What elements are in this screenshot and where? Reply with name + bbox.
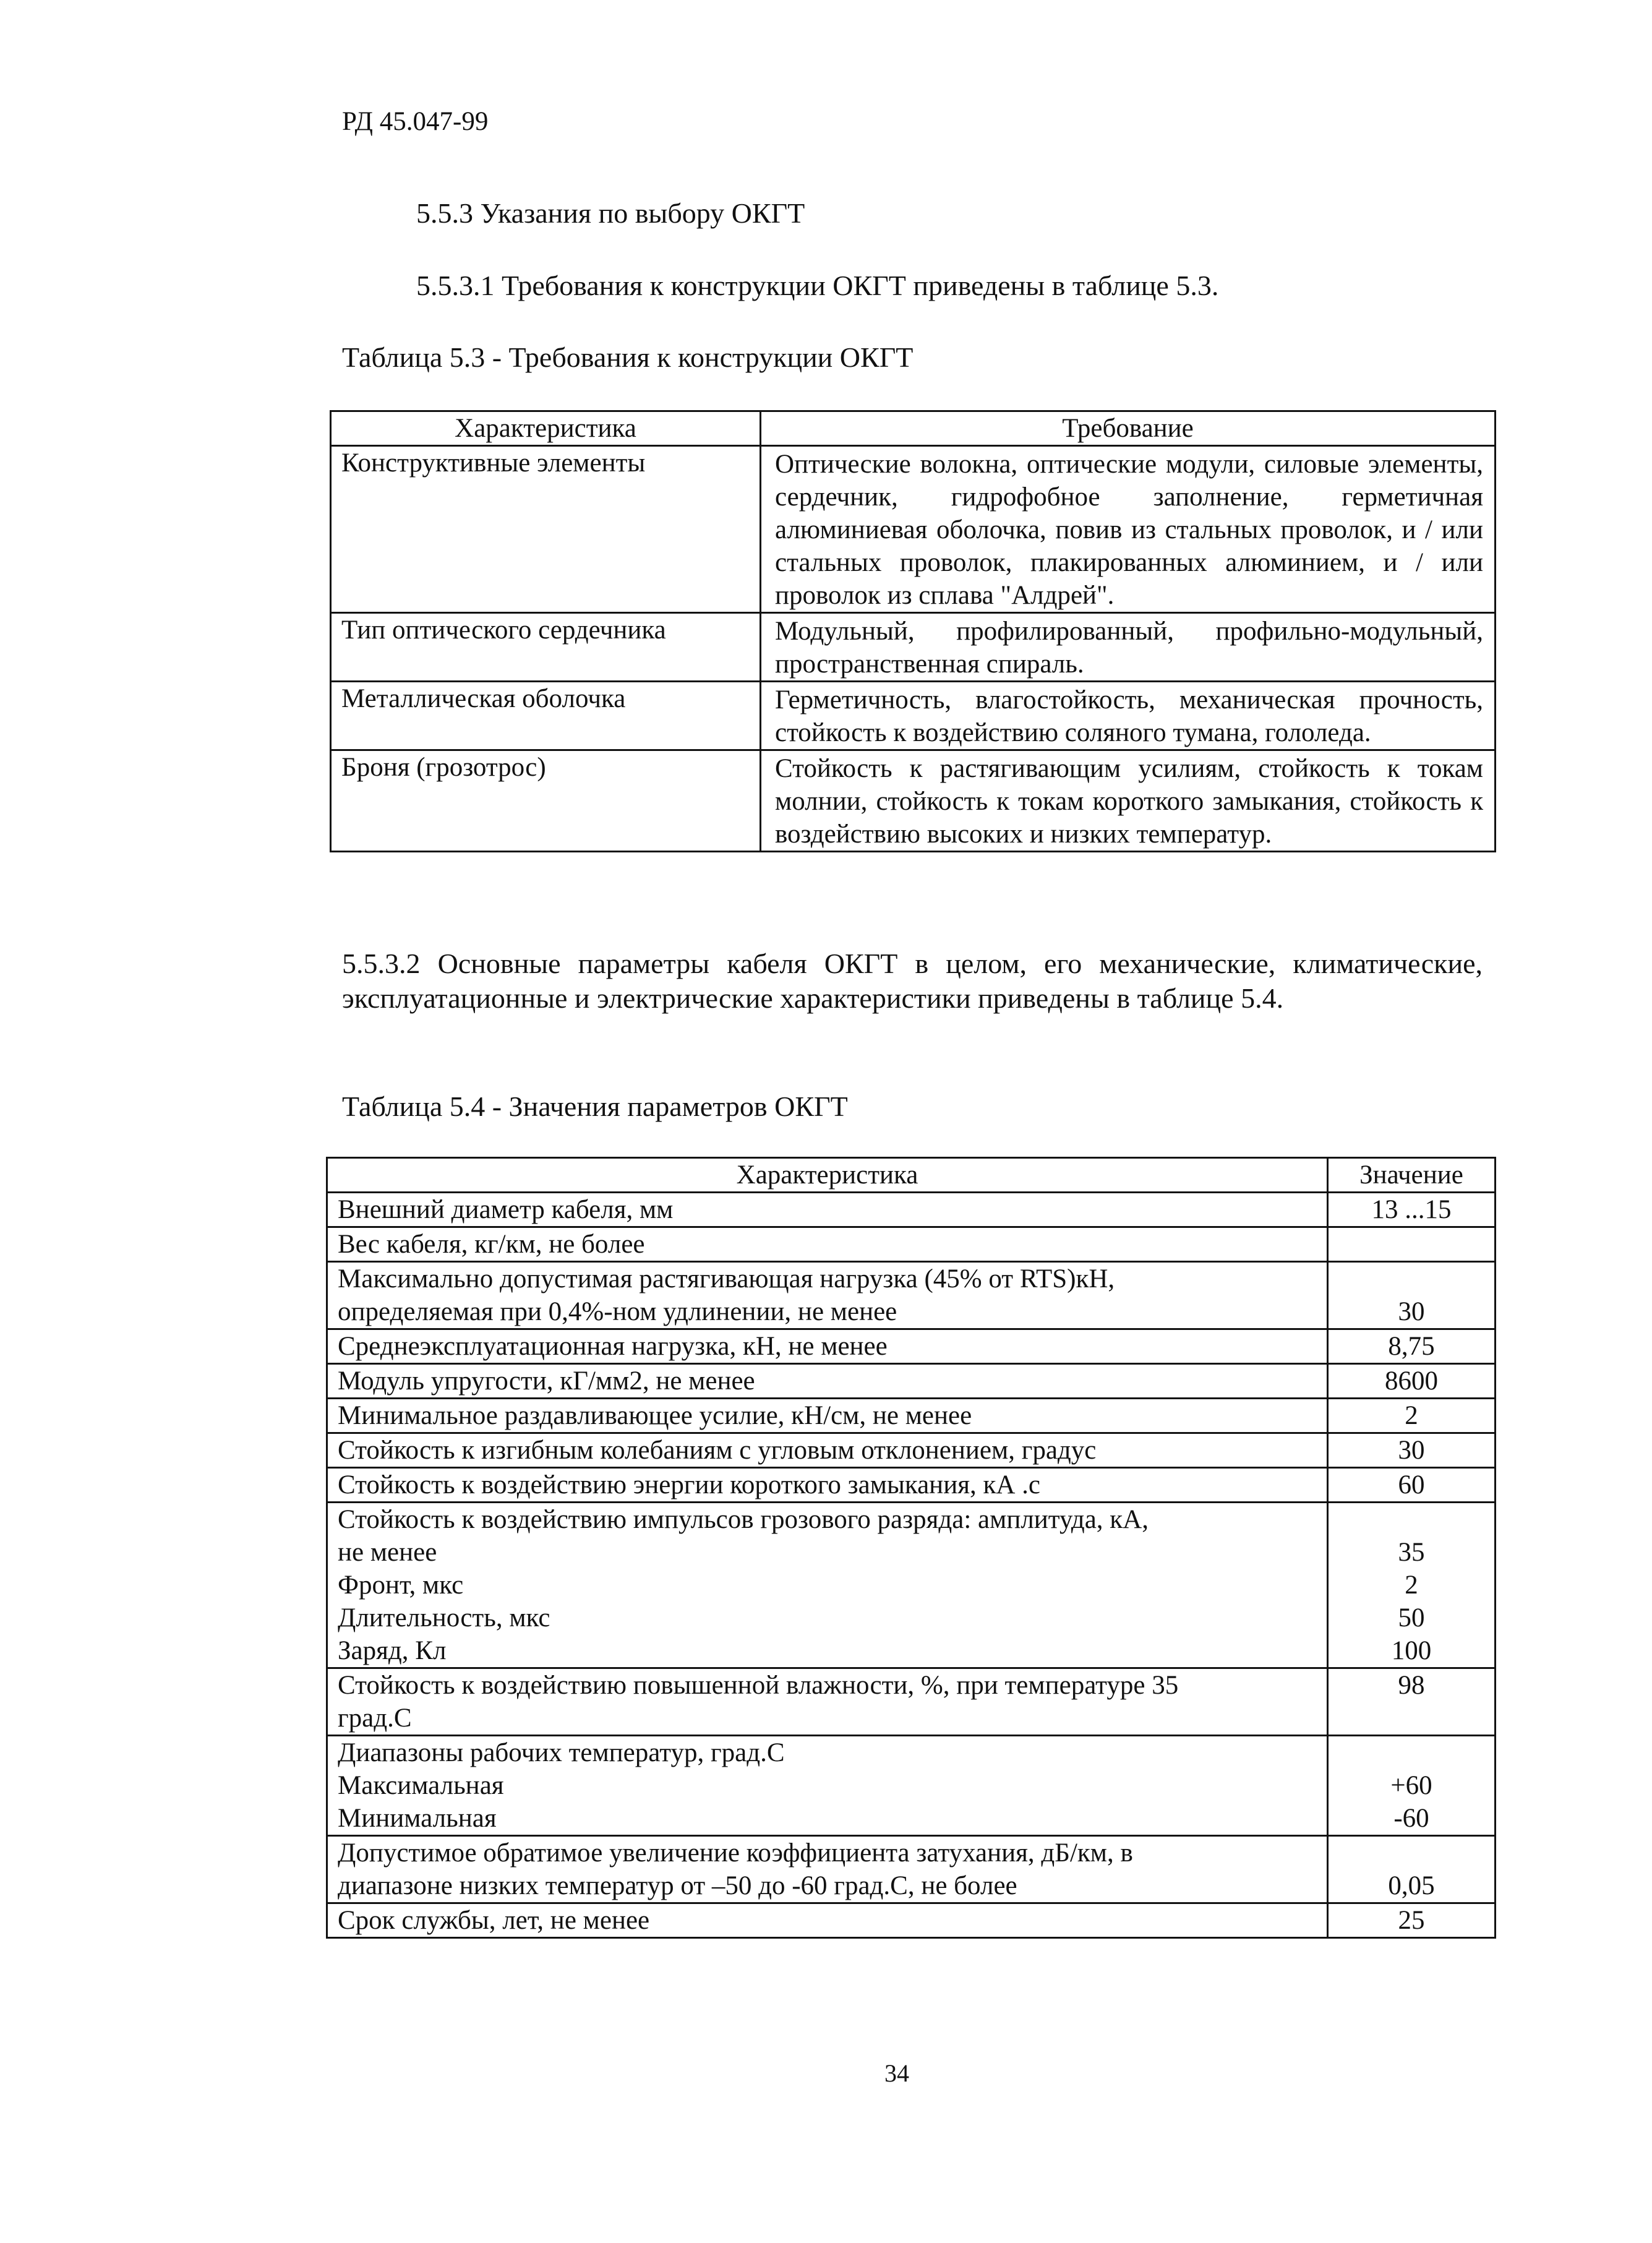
value-cell bbox=[1328, 1193, 1496, 1227]
value-line: 8,75 bbox=[1388, 1332, 1435, 1361]
table-5-4-caption: Таблица 5.4 - Значения параметров ОКГТ bbox=[342, 1091, 848, 1122]
value-line: 30 bbox=[1398, 1436, 1425, 1465]
value-cell bbox=[1328, 1433, 1496, 1468]
table-row bbox=[331, 682, 1496, 750]
value-line: 30 bbox=[1398, 1297, 1425, 1326]
table-5-4 bbox=[326, 1157, 1496, 1939]
header-characteristic: Характеристика bbox=[327, 1158, 1328, 1193]
value-line: 50 bbox=[1398, 1603, 1425, 1632]
characteristic-line: Среднеэксплуатационная нагрузка, кН, не менее bbox=[338, 1332, 888, 1361]
value-cell bbox=[1328, 1399, 1496, 1433]
characteristic-cell: Броня (грозотрос) bbox=[331, 750, 761, 852]
value-cell bbox=[1328, 1329, 1496, 1364]
characteristic-line: Длительность, мкс bbox=[338, 1603, 550, 1632]
value-line: 8600 bbox=[1385, 1366, 1438, 1396]
paragraph-5-5-3-2: 5.5.3.2 Основные параметры кабеля ОКГТ в целом, его механические, климатические, эксплуатационные и электрические характеристики приведены в таблице 5.4. bbox=[342, 948, 1483, 1014]
characteristic-line: Срок службы, лет, не менее bbox=[338, 1906, 650, 1935]
table-row bbox=[327, 1262, 1496, 1329]
table-row bbox=[327, 1668, 1496, 1736]
value-line: 13 ...15 bbox=[1371, 1195, 1452, 1224]
value-cell bbox=[1328, 1262, 1496, 1329]
requirement-cell: Оптические волокна, оптические модули, силовые элементы, сердечник, гидрофобное заполнение, герметичная алюминиевая оболочка, повив из стальных проволок, и / или стальных проволок, плакированных алюминием, и / или проволок из сплава "Алдрей". bbox=[761, 446, 1496, 613]
table-row bbox=[327, 1193, 1496, 1227]
value-cell bbox=[1328, 1668, 1496, 1736]
characteristic-line: Минимальное раздавливающее усилие, кН/см, не менее bbox=[338, 1401, 972, 1430]
characteristic-line: Максимально допустимая растягивающая нагрузка (45% от RTS)кН, bbox=[338, 1264, 1115, 1293]
table-row bbox=[327, 1903, 1496, 1938]
table-row bbox=[327, 1736, 1496, 1836]
characteristic-line: Допустимое обратимое увеличение коэффициента затухания, дБ/км, в bbox=[338, 1838, 1133, 1868]
value-cell bbox=[1328, 1468, 1496, 1503]
characteristic-line: Стойкость к воздействию энергии короткого замыкания, кА .с bbox=[338, 1470, 1041, 1499]
value-line bbox=[1338, 1837, 1484, 1869]
value-line bbox=[1338, 1736, 1484, 1769]
table-row bbox=[327, 1503, 1496, 1668]
table-5-3-caption: Таблица 5.3 - Требования к конструкции ОКГТ bbox=[342, 341, 914, 373]
header-value: Значение bbox=[1328, 1158, 1496, 1193]
table-row bbox=[331, 613, 1496, 682]
characteristic-cell: Металлическая оболочка bbox=[331, 682, 761, 750]
characteristic-cell bbox=[327, 1503, 1328, 1668]
characteristic-line: Внешний диаметр кабеля, мм bbox=[338, 1195, 674, 1224]
characteristic-line: Заряд, Кл bbox=[338, 1636, 447, 1665]
value-line: 0,05 bbox=[1388, 1871, 1435, 1900]
requirement-cell: Модульный, профилированный, профильно-модульный, пространственная спираль. bbox=[761, 613, 1496, 682]
requirement-cell: Герметичность, влагостойкость, механическая прочность, стойкость к воздействию соляного тумана, гололеда. bbox=[761, 682, 1496, 750]
characteristic-cell: Конструктивные элементы bbox=[331, 446, 761, 613]
table-row bbox=[327, 1433, 1496, 1468]
characteristic-cell: Тип оптического сердечника bbox=[331, 613, 761, 682]
header-characteristic: Характеристика bbox=[331, 411, 761, 446]
table-row bbox=[327, 1468, 1496, 1503]
value-line: 60 bbox=[1398, 1470, 1425, 1499]
table-header-row bbox=[331, 411, 1496, 446]
value-cell bbox=[1328, 1736, 1496, 1836]
characteristic-cell bbox=[327, 1903, 1328, 1938]
characteristic-line: град.С bbox=[338, 1704, 412, 1733]
value-cell bbox=[1328, 1836, 1496, 1903]
header-requirement: Требование bbox=[761, 411, 1496, 446]
table-header-row bbox=[327, 1158, 1496, 1193]
characteristic-line: Стойкость к воздействию импульсов грозового разряда: амплитуда, кА, bbox=[338, 1505, 1149, 1534]
characteristic-cell bbox=[327, 1836, 1328, 1903]
characteristic-cell bbox=[327, 1468, 1328, 1503]
table-5-3 bbox=[330, 410, 1496, 852]
characteristic-line: Диапазоны рабочих температур, град.С bbox=[338, 1738, 785, 1767]
value-line bbox=[1338, 1228, 1484, 1261]
value-line: 100 bbox=[1391, 1636, 1432, 1665]
value-line: 35 bbox=[1398, 1538, 1425, 1567]
value-line: 2 bbox=[1405, 1571, 1418, 1600]
table-row bbox=[327, 1399, 1496, 1433]
page-number: 34 bbox=[884, 2059, 909, 2087]
value-cell bbox=[1328, 1364, 1496, 1399]
characteristic-cell bbox=[327, 1329, 1328, 1364]
characteristic-line: Модуль упругости, кГ/мм2, не менее bbox=[338, 1366, 755, 1396]
table-row bbox=[327, 1364, 1496, 1399]
characteristic-cell bbox=[327, 1227, 1328, 1262]
table-row bbox=[327, 1836, 1496, 1903]
characteristic-line: Стойкость к воздействию повышенной влажности, %, при температуре 35 bbox=[338, 1671, 1179, 1700]
table-row bbox=[327, 1227, 1496, 1262]
characteristic-line: Минимальная bbox=[338, 1804, 497, 1833]
characteristic-cell bbox=[327, 1736, 1328, 1836]
characteristic-cell bbox=[327, 1262, 1328, 1329]
value-line: 25 bbox=[1398, 1906, 1425, 1935]
value-line bbox=[1338, 1702, 1484, 1735]
characteristic-cell bbox=[327, 1193, 1328, 1227]
characteristic-cell bbox=[327, 1433, 1328, 1468]
table-5-4-body bbox=[327, 1158, 1496, 1938]
characteristic-line: Вес кабеля, кг/км, не более bbox=[338, 1230, 645, 1259]
characteristic-line: Фронт, мкс bbox=[338, 1571, 464, 1600]
value-line: 2 bbox=[1405, 1401, 1418, 1430]
value-line bbox=[1338, 1503, 1484, 1536]
document-code: РД 45.047-99 bbox=[342, 107, 489, 136]
value-cell bbox=[1328, 1227, 1496, 1262]
characteristic-line: определяемая при 0,4%-ном удлинении, не менее bbox=[338, 1297, 897, 1326]
section-heading: 5.5.3 Указания по выбору ОКГТ bbox=[416, 197, 805, 229]
table-row bbox=[327, 1329, 1496, 1364]
characteristic-cell bbox=[327, 1668, 1328, 1736]
characteristic-line: диапазоне низких температур от –50 до -60 град.С, не более bbox=[338, 1871, 1017, 1900]
characteristic-line: Стойкость к изгибным колебаниям с угловым отклонением, градус bbox=[338, 1436, 1097, 1465]
characteristic-line: не менее bbox=[338, 1538, 437, 1567]
value-line: 98 bbox=[1398, 1671, 1425, 1700]
requirement-cell: Стойкость к растягивающим усилиям, стойкость к токам молнии, стойкость к токам короткого замыкания, стойкость к воздействию высоких и низких температур. bbox=[761, 750, 1496, 852]
characteristic-cell bbox=[327, 1364, 1328, 1399]
table-row bbox=[331, 750, 1496, 852]
table-row bbox=[331, 446, 1496, 613]
value-cell bbox=[1328, 1503, 1496, 1668]
paragraph-5-5-3-1: 5.5.3.1 Требования к конструкции ОКГТ приведены в таблице 5.3. bbox=[416, 270, 1219, 301]
value-line: -60 bbox=[1393, 1804, 1429, 1833]
value-cell bbox=[1328, 1903, 1496, 1938]
value-line: +60 bbox=[1390, 1771, 1432, 1800]
characteristic-line: Максимальная bbox=[338, 1771, 504, 1800]
characteristic-cell bbox=[327, 1399, 1328, 1433]
